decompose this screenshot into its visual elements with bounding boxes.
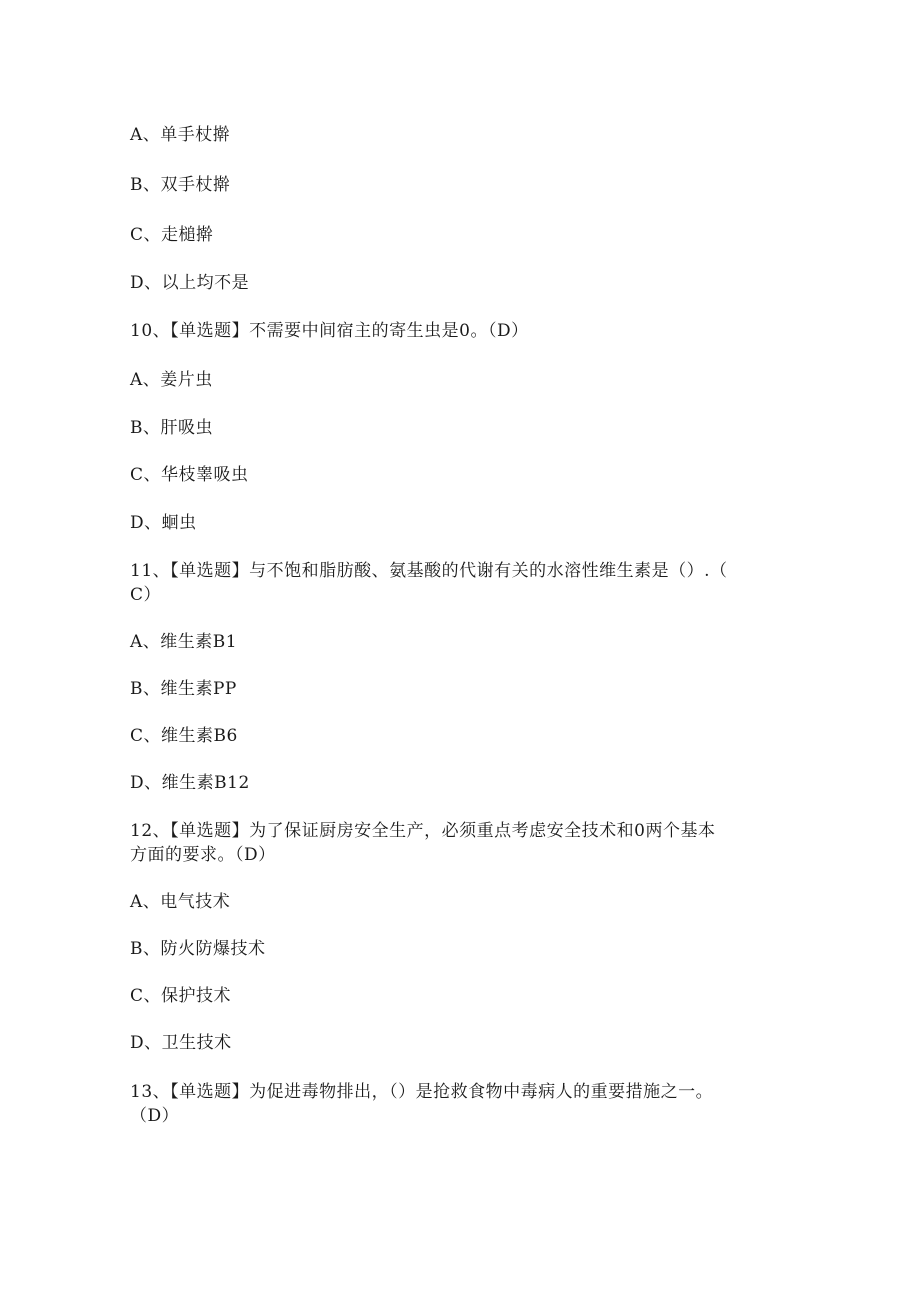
question-13: [130, 1080, 780, 1128]
option-d-q12: D、卫生技术: [130, 1033, 232, 1053]
option-d-q11: D、维生素B12: [130, 773, 250, 793]
option-b-q12: B、防火防爆技术: [130, 939, 266, 959]
question-11-line-1: 11、【单选题】与不饱和脂肪酸、氨基酸的代谢有关的水溶性维生素是（）.（: [130, 561, 728, 581]
option-b-q11: B、维生素PP: [130, 679, 237, 699]
option-c-q10: C、华枝睾吸虫: [130, 465, 249, 485]
question-12-line-2: 方面的要求。（D）: [130, 845, 276, 865]
option-a-q11: A、维生素B1: [130, 632, 238, 652]
option-d-q9: D、以上均不是: [130, 273, 250, 293]
question-12-line-1: 12、【单选题】为了保证厨房安全生产，必须重点考虑安全技术和0两个基本: [130, 821, 716, 841]
question-13-line-1: 13、【单选题】为促进毒物排出，（）是抢救食物中毒病人的重要措施之一。: [130, 1082, 714, 1102]
option-a-q10: A、姜片虫: [130, 370, 213, 390]
option-c-q11: C、维生素B6: [130, 726, 238, 746]
question-12: [130, 819, 780, 867]
question-10-text: 10、【单选题】不需要中间宿主的寄生虫是0。（D）: [130, 321, 529, 341]
option-d-q10: D、蛔虫: [130, 513, 197, 533]
question-13-line-2: （D）: [130, 1106, 180, 1126]
option-a-q12: A、电气技术: [130, 892, 231, 912]
option-b-q10: B、肝吸虫: [130, 418, 213, 438]
question-11-line-2: C）: [130, 585, 162, 605]
question-11: [130, 559, 780, 607]
option-b-q9: B、双手杖擀: [130, 175, 231, 195]
option-c-q9: C、走槌擀: [130, 225, 214, 245]
option-c-q12: C、保护技术: [130, 986, 232, 1006]
option-a-q9: A、单手杖擀: [130, 125, 231, 145]
question-10: [130, 319, 780, 343]
